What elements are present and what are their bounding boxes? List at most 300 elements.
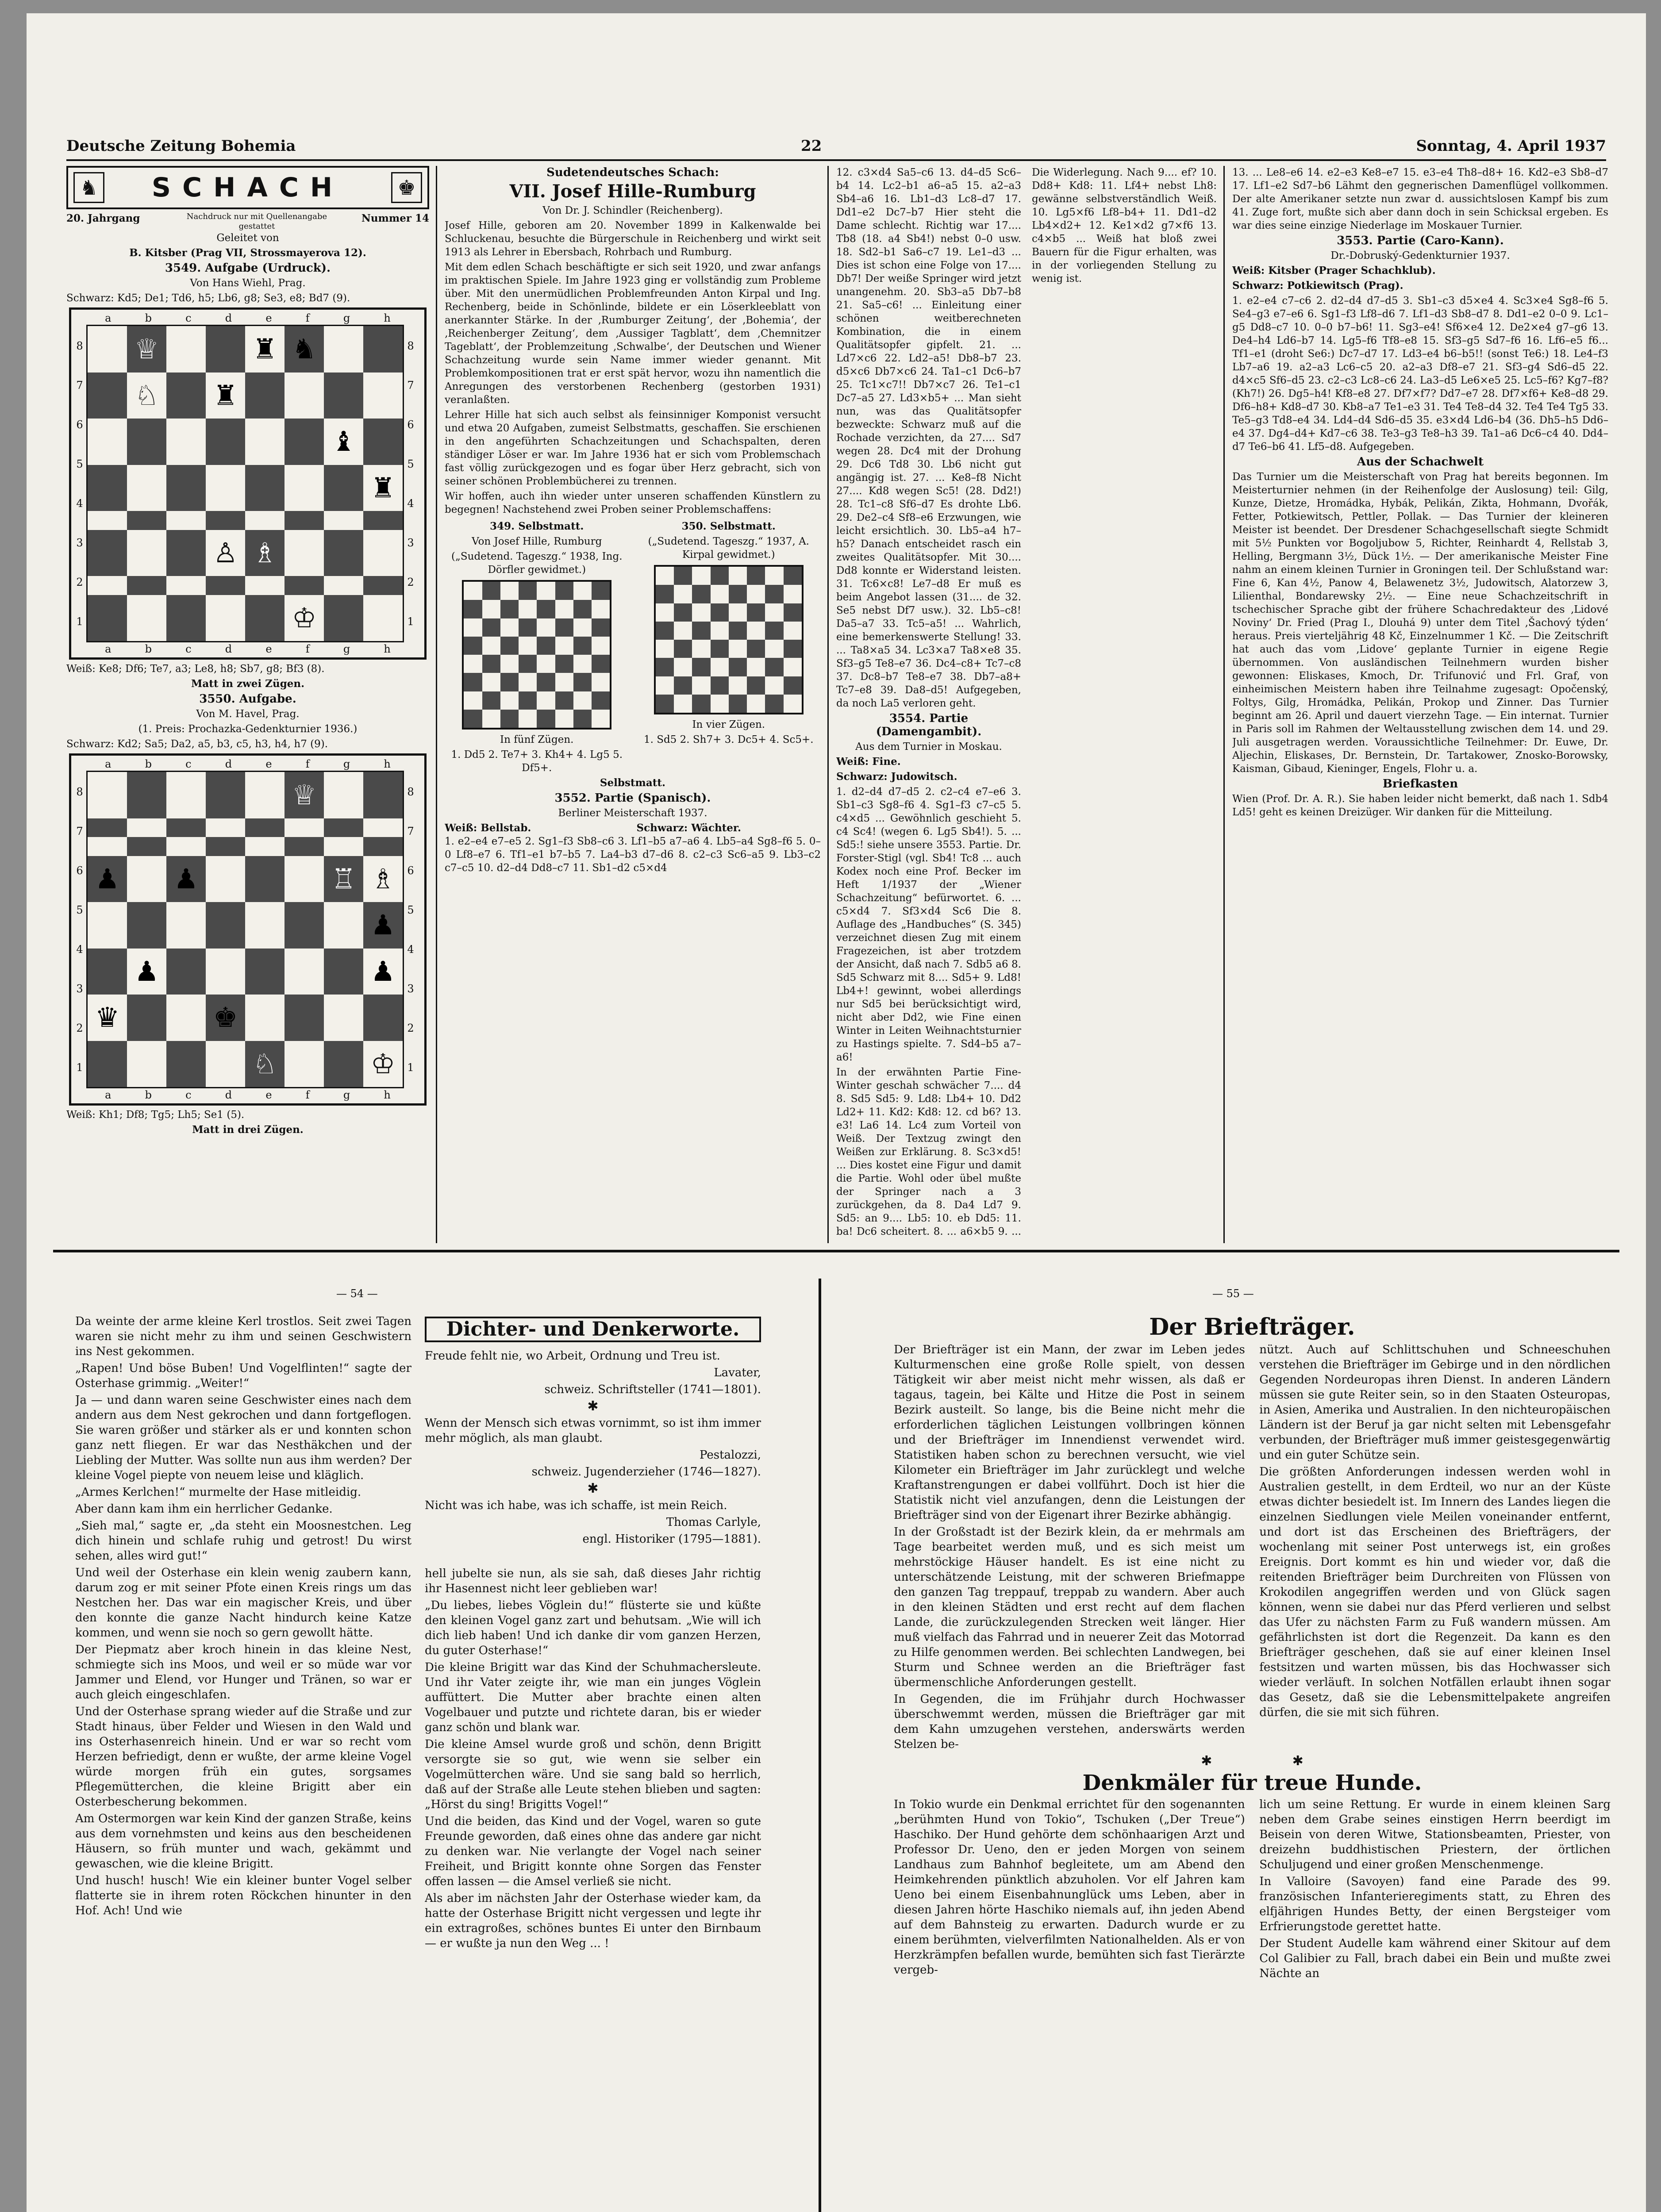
board-square: [206, 818, 245, 837]
board-square: [285, 772, 324, 818]
board-square: [519, 618, 537, 637]
quote-text: Freude fehlt nie, wo Arbeit, Ordnung und Treu ist.: [425, 1349, 720, 1363]
file-label: a: [105, 1089, 112, 1101]
board-square: [482, 618, 500, 637]
board-square: [166, 1041, 206, 1087]
nummer: Nummer 14: [361, 212, 429, 224]
file-label: h: [384, 1089, 391, 1101]
board-square: [88, 949, 127, 995]
schach-meta: [66, 212, 429, 231]
news-title: Aus der Schachwelt: [1357, 455, 1484, 469]
board-square: [711, 585, 729, 603]
board-square: [166, 530, 206, 576]
board-square: [363, 818, 403, 837]
board-square: [285, 902, 324, 949]
board-square: [765, 695, 783, 713]
white-player: Weiß: Bellstab.: [445, 822, 531, 834]
board-square: [206, 772, 245, 818]
board-square: [784, 567, 802, 585]
board-square: [765, 603, 783, 622]
brief-columns: [894, 1342, 1611, 1754]
board-square: [285, 949, 324, 995]
file-label: g: [343, 643, 350, 655]
problem2-prize: (1. Preis: Prochazka-Gedenkturnier 1936.): [138, 723, 358, 735]
problem1-black: Schwarz: Kd5; De1; Td6, h5; Lb6, g8; Se3, e8; Bd7 (9).: [66, 292, 350, 304]
p349-author: Von Josef Hille, Rumburg: [472, 536, 602, 547]
board-square: [285, 576, 324, 595]
game-event: Berliner Meisterschaft 1937.: [558, 807, 707, 819]
board-square: [206, 902, 245, 949]
board-square: [711, 695, 729, 713]
story-paragraph: Die kleine Brigitt war das Kind der Schuhmachersleute. Und ihr Vater zeigte ihr, wie man ein junges Vöglein auffüttert. Die Mutter aber brachte einen alten Vogelbauer und putzte und richtete daran, bis er wieder ganz schön und blank war.: [425, 1661, 761, 1734]
board-square: [482, 673, 500, 691]
file-label: f: [305, 1089, 310, 1101]
board-square: [88, 995, 127, 1041]
board-square: [166, 995, 206, 1041]
board-square: [784, 603, 802, 622]
board-square: [464, 710, 482, 728]
board-square: [245, 465, 285, 511]
problem2-goal: Matt in drei Zügen.: [192, 1124, 304, 1136]
board-square: [500, 655, 519, 673]
board-square: [537, 582, 555, 600]
board-square: [711, 676, 729, 695]
board-square: [573, 710, 592, 728]
board-square: [729, 567, 747, 585]
story-column-2: [425, 1314, 761, 2212]
chess-piece-icon: ♞: [292, 333, 317, 365]
file-label: d: [225, 643, 232, 655]
file-label: a: [105, 312, 112, 324]
sudeten-title: VII. Josef Hille-Rumburg: [509, 181, 756, 202]
rank-label: 4: [407, 497, 414, 510]
board-square: [555, 582, 573, 600]
board-square: [88, 530, 127, 576]
board-square: [324, 576, 363, 595]
board-square: [464, 637, 482, 655]
rank-label: 6: [407, 864, 414, 877]
masthead-left: Deutsche Zeitung Bohemia: [66, 137, 296, 155]
board-square: [729, 695, 747, 713]
board-square: [555, 618, 573, 637]
chess-piece-icon: ♜: [213, 379, 238, 411]
rank-label: 5: [407, 903, 414, 916]
quote-info: schweiz. Schriftsteller (1741—1801).: [544, 1383, 761, 1396]
board-square: [464, 600, 482, 618]
chess-piece-icon: ♗: [252, 536, 277, 569]
board-square: [285, 419, 324, 465]
board-square: [464, 655, 482, 673]
board-square: [747, 676, 765, 695]
p349-solution: 1. Dd5 2. Te7+ 3. Kh4+ 4. Lg5 5. Df5+.: [451, 749, 623, 774]
game-column: [836, 166, 1217, 1243]
problem1-author: Von Hans Wiehl, Prag.: [190, 277, 306, 289]
p350-solution: 1. Sd5 2. Sh7+ 3. Dc5+ 4. Sc5+.: [643, 734, 814, 745]
rank-label: 4: [76, 497, 83, 510]
game2-event: Aus dem Turnier in Moskau.: [855, 741, 1002, 753]
chess-piece-icon: ♚: [213, 1001, 238, 1034]
denk-paragraph: In Valloire (Savoyen) fand eine Parade des 99. französischen Infanterieregiments statt, zu Ehren des elfjährigen Hundes Betty, der einen Bergsteiger vom Erfrierungstode gerettet hatte.: [1259, 1875, 1611, 1933]
board-square: [711, 658, 729, 676]
game3-title: 3553. Partie (Caro-Kann).: [1337, 234, 1504, 247]
board-square: [573, 582, 592, 600]
board-square: [127, 530, 166, 576]
file-label: b: [145, 643, 152, 655]
board-square: [324, 949, 363, 995]
board-square: [482, 600, 500, 618]
rank-label: 7: [407, 379, 414, 392]
file-label: b: [145, 758, 152, 770]
game3-white: Weiß: Kitsber (Prager Schachklub).: [1232, 265, 1436, 276]
board-square: [206, 530, 245, 576]
board-square: [88, 373, 127, 419]
p349-source: („Sudetend. Tageszg.“ 1938, Ing. Dörfler gewidmet.): [451, 551, 623, 576]
rank-labels-left: [73, 772, 86, 1087]
file-label: e: [265, 758, 272, 770]
problem1-goal: Matt in zwei Zügen.: [191, 678, 305, 690]
file-label: a: [105, 758, 112, 770]
rank-label: 4: [407, 943, 414, 956]
rank-labels-left: [73, 326, 86, 641]
board-square: [784, 658, 802, 676]
board-square: [166, 465, 206, 511]
mini-board-350: [654, 565, 804, 714]
rank-label: 6: [76, 418, 83, 431]
board-square: [324, 995, 363, 1041]
file-label: d: [225, 312, 232, 324]
rank-label: 7: [76, 825, 83, 837]
board-square: [285, 995, 324, 1041]
game3-black: Schwarz: Potkiewitsch (Prag).: [1232, 280, 1403, 292]
p349-title: 349. Selbstmatt.: [490, 520, 584, 532]
board-square: [656, 676, 674, 695]
board-square: [285, 856, 324, 902]
rank-label: 3: [76, 536, 83, 549]
board-square: [464, 673, 482, 691]
board-square: [206, 1041, 245, 1087]
board-square: [285, 465, 324, 511]
board-square: [363, 995, 403, 1041]
denk-paragraph: lich um seine Rettung. Er wurde in einem kleinen Sarg neben dem Grabe seines einstigen Herrn beerdigt im Beisein von deren Witwe, Stationsbeamten, Priester, von dreizehn buddhistischen Priestern, der örtlichen Schuljugend und einer großen Menschenmenge.: [1259, 1798, 1611, 1871]
board-square: [88, 465, 127, 511]
board-square: [166, 326, 206, 373]
board-square: [88, 595, 127, 641]
game-moves-cont: 12. c3×d4 Sa5–c6 13. d4–d5 Sc6–b4 14. Lc2–b1 a6–a5 15. a2–a3 Sb4–a6 16. Lb1–d3 Lc8–d7 17. Dd1–e2 Dc7–b7 Hier steht die Dame schlecht. Richtig war 17.... Tb8 (18. a4 Sb4!) nebst 0–0 usw. 18. Sd2–b1 Sa6–c7 19. Le1–d3 ... Dies ist schon eine Folge von 17.... Db7! Der weiße Springer wird jetzt unangenehm. 20. Sb3–a5 Db7–b8 21. Sa5–c6! ... Einleitung einer schönen weitberechneten Kombination, die in einem Qualitätsopfer gipfelt. 21. ... Ld7×c6 22. Ld2–a5! Db8–b7 23. d5×c6 Db7×c6 24. Ta1–c1 Dc6–b7 25. Tc1×c7!! Db7×c7 26. Te1–c1 Dc7–a5 27. Ld3×b5+ ... Man sieht nun, was das Qualitätsopfer bezweckte: Schwarz muß auf die Rochade verzichten, da 27.... Sd7 wegen 28. Dc4 mit der Drohung 29. Dc6 Td8 30. Lb6 nicht gut angängig ist. 27. ... Ke8–f8 Nicht 27.... Kd8 wegen Sc5! (28. Dd2!) 28. Tc1–c8 Sf6–d7 Es drohte Lb6. 29. De2–c4 Sf8–e6 Erzwungen, wie leicht ersichtlich. 30. Lb5–a4 h7–h5? Danach entscheidet rasch ein zweites Qualitätsopfer. Mit 30.... Dd8 konnte er Widerstand leisten. 31. Tc6×c8! Le7–d8 Er muß es beim Angebot lassen (31.... de 32. Se5 nebst Df7 usw.). 32. Lb5–c8! Da5–a7 33. Tc5–a5! ... Wahrlich, eine bemerkenswerte Stellung! 33. ... Ta8×a5 34. Lc3×a7 Ta8×e8 35. Sf3–g5 Te8–e7 36. Dc4–c8+ Tc7–c8 37. Dc8–b7 Te8–e7 38. Db7–a8+ Tc7–e8 39. Da8–d5! Aufgegeben, da noch La5 verloren geht.: [836, 167, 1021, 709]
rank-label: 8: [407, 785, 414, 798]
board-square: [729, 658, 747, 676]
board-square: [573, 673, 592, 691]
board-square: [285, 511, 324, 530]
board-square: [500, 710, 519, 728]
page-divider: [819, 1279, 821, 2212]
chess-piece-icon: ♖: [331, 862, 356, 895]
board-square: [482, 637, 500, 655]
rank-label: 8: [76, 339, 83, 352]
board-square: [324, 595, 363, 641]
board-square: [285, 326, 324, 373]
board-square: [482, 710, 500, 728]
board-square: [784, 676, 802, 695]
brief-title: Der Briefträger.: [1149, 1314, 1355, 1340]
board-square: [692, 603, 710, 622]
board-square: [245, 818, 285, 837]
board-square: [245, 949, 285, 995]
file-label: e: [265, 643, 272, 655]
chess-piece-icon: ♟: [134, 955, 159, 987]
board-square: [245, 326, 285, 373]
story-paragraph: hell jubelte sie nun, als sie sah, daß dieses Jahr richtig ihr Hasennest nicht leer geblieben war!: [425, 1567, 761, 1595]
board-square: [784, 622, 802, 640]
board-square: [206, 576, 245, 595]
brief-paragraph: In der Großstadt ist der Bezirk klein, da er mehrmals am Tage bearbeitet werden muß, und es sich meist um mehrstöckige Häuser handelt. Es ist eine nicht zu unterschätzende Leistung, mit der schweren Briefmappe den ganzen Tag treppauf, treppab zu wandern. Aber auch in den kleinen Städten und erst recht auf dem flachen Lande, die zurückzulegenden Strecken weit länger. Hier muß vielfach das Fahrrad und in neuerer Zeit das Motorrad zu Hilfe genommen werden. Bei schlechten Landwegen, bei Sturm und Schnee werden an die Briefträger fast übermenschliche Anforderungen gestellt.: [894, 1525, 1245, 1689]
chess-piece-icon: ♟: [370, 955, 396, 987]
file-label: f: [305, 312, 310, 324]
rank-labels-right: [404, 772, 417, 1087]
game3-event: Dr.-Dobruský-Gedenkturnier 1937.: [1330, 250, 1510, 261]
story-paragraph: Und der Osterhase sprang wieder auf die Straße und zur Stadt hinaus, über Felder und Wiesen in den Wald und ins Osterhasenreich hinein. Und er war so recht vom Herzen befriedigt, denn er wußte, der arme kleine Vogel würde morgen früh ein gutes, sorgsames Pflegemütterchen, die kleine Brigitt aber ein Osterbescherung bekommen.: [75, 1705, 411, 1809]
brief-paragraph: In Gegenden, die im Frühjahr durch Hochwasser überschwemmt werden, müssen die Briefträger gar mit dem Kahn umzugehen verstehen, anderswärts werden Stelzen be-: [894, 1693, 1245, 1751]
board-square: [537, 637, 555, 655]
game2-black: Schwarz: Judowitsch.: [836, 771, 957, 783]
editor: B. Kitsber (Prag VII, Strossmayerova 12).: [129, 247, 366, 259]
mini-board-349: [462, 580, 611, 730]
rank-label: 8: [76, 785, 83, 798]
game-players: [445, 822, 821, 835]
chess-piece-icon: ♟: [95, 862, 120, 895]
rank-label: 5: [407, 457, 414, 470]
board-square: [537, 655, 555, 673]
board-square: [206, 465, 245, 511]
board-square: [206, 837, 245, 856]
game2-white: Weiß: Fine.: [836, 756, 901, 768]
board-square: [692, 640, 710, 658]
board-square: [656, 695, 674, 713]
board-square: [656, 585, 674, 603]
chess-diagram-2: [69, 753, 427, 1106]
board-square: [500, 691, 519, 710]
board-square: [324, 511, 363, 530]
board-square: [363, 576, 403, 595]
file-label: c: [185, 312, 192, 324]
board-square: [747, 640, 765, 658]
problem2-black: Schwarz: Kd2; Sa5; Da2, a5, b3, c5, h3, h4, h7 (9).: [66, 738, 328, 750]
board-square: [363, 326, 403, 373]
board-square: [656, 622, 674, 640]
schach-banner: [66, 166, 429, 209]
board-square: [88, 511, 127, 530]
rank-label: 2: [76, 1022, 83, 1034]
rank-label: 7: [407, 825, 414, 837]
board-square: [537, 673, 555, 691]
board-square: [519, 637, 537, 655]
board-square: [166, 419, 206, 465]
file-label: g: [343, 1089, 350, 1101]
story-paragraph: Und die beiden, das Kind und der Vogel, waren so gute Freunde geworden, daß eines ohne das andere gar nicht zu denken war. Nie verlangte der Vogel nach seiner Freiheit, und Brigitt konnte ohne Sorgen das Fenster offen lassen — die Amsel verließ sie nicht.: [425, 1815, 761, 1888]
board-square: [692, 585, 710, 603]
board-square: [555, 710, 573, 728]
story-paragraph: Und husch! husch! Wie ein kleiner bunter Vogel selber flatterte sie in ihrem roten Röckchen hinunter in den Hof. Ach! Und wie: [75, 1874, 411, 1917]
board-square: [555, 655, 573, 673]
board-square: [464, 618, 482, 637]
sudeten-column: [445, 166, 821, 1243]
story-paragraph: Die kleine Amsel wurde groß und schön, denn Brigitt versorgte sie so gut, wie wenn sie selber ein Vogelmütterchen wäre. Und sie sang bald so herrlich, daß auf der Straße alle Leute stehen blieben und sagten: „Hörst du sing! Brigitts Vogel!“: [425, 1738, 761, 1811]
chess-piece-icon: ♜: [370, 471, 396, 504]
chess-board-1: [86, 325, 404, 642]
page-left-number: — 54 —: [336, 1287, 378, 1300]
file-label: e: [265, 312, 272, 324]
board-square: [166, 818, 206, 837]
board-square: [573, 691, 592, 710]
mail-text: Wien (Prof. Dr. A. R.). Sie haben leider nicht bemerkt, daß nach 1. Sdb4 Ld5! geht es keinen Dreizüger. Wir danken für die Mitteilung.: [1232, 793, 1608, 818]
board-square: [555, 691, 573, 710]
board-square: [245, 837, 285, 856]
rank-label: 1: [76, 1061, 83, 1074]
file-label: d: [225, 1089, 232, 1101]
board-square: [363, 595, 403, 641]
news-text: Das Turnier um die Meisterschaft von Prag hat bereits begonnen. Im Meisterturnier nehmen (in der Reihenfolge der Auslosung) teil: Gilg, Kunze, Dietze, Hromádka, Hybák, Pelikán, Zikta, Hohmann, Dvořák, Fetter, Potkiewitsch, Pettler, Pollak. — Das Turnier der kleineren Meister ist beendet. Der Dresdener Schachgesellschaft siegte Schmidt mit 5½ Punkten vor Bogoljubow 5, Richter, Reinhardt 4, Rellstab 3, Helling, Bergmann 3½, Dück 1½. — Der amerikanische Meister Fine nahm an einem kleinen Turnier in Groningen teil. Der Schlußstand war: Fine 6, Kan 4½, Panow 4, Belawenetz 3½, Judowitsch, Alatorzew 3, Lilienthal, Bondarewsky 2½. — Eine neue Schachzeitschrift in tschechischer Sprache gibt der frühere Schachredakteur des ‚Lidové Noviny‘ Dr. Fried (Prag I., Dlouhá 9) unter dem Titel ‚Šachový týden‘ heraus. Preis vierteljährig 48 Kč, Einzelnummer 1 Kč. — Die Zeitschrift hat auch das vom ‚Lidove‘ geplante Turnier in eigene Regie übernommen. Von ausländischen Teilnehmern wurden bisher gewonnen: Eliskases, Kmoch, Dr. Trifunović und Frl. Graf, von einheimischen Meistern haben ihre Teilnahme zugesagt: Opočenský, Foltys, Gilg, Hromádka, Pelikán, Prokop und Zinner. Das Turnier beginnt am 26. April und dauert vierzehn Tage. — Ein internat. Turnier in Paris soll im Rahmen der Weltausstellung zwischen dem 14. und 29. Juli ausgetragen werden. Voraussichtliche Teilnehmer: Dr. Euwe, Dr. Aljechin, Eliskases, Dr. Bernstein, Dr. Tartakower, Znosko-Borowsky, Kaisman, Gibaud, Kieninger, Engels, Flohr u. a.: [1232, 471, 1608, 775]
chess-piece-icon: ♟: [173, 862, 199, 895]
chess-piece-icon: ♙: [213, 536, 238, 569]
board-square: [285, 530, 324, 576]
game2-end: 13. ... Le8–e6 14. e2–e3 Ke8–e7 15. e3–e4 Th8–d8+ 16. Kd2–e3 Sb8–d7 17. Lf1–e2 Sd7–b6 Lähmt den gegnerischen Damenflügel vollkommen. Der alte Amerikaner setzte nun zwar d. aussichtslosen Kampf bis zum 41. Zuge fort, mußte sich aber dann doch in sein Schicksal ergeben. Es war dies seine einzige Niederlage im Moskauer Turnier.: [1232, 167, 1608, 231]
board-square: [245, 856, 285, 902]
board-square: [573, 637, 592, 655]
masthead-date: Sonntag, 4. April 1937: [1416, 137, 1606, 155]
board-square: [324, 326, 363, 373]
board-square: [206, 856, 245, 902]
board-square: [127, 326, 166, 373]
problem1-white: Weiß: Ke8; Df6; Te7, a3; Le8, h8; Sb7, g8; Bf3 (8).: [66, 663, 325, 675]
p350-title: 350. Selbstmatt.: [681, 520, 776, 532]
board-square: [519, 655, 537, 673]
board-square: [127, 772, 166, 818]
board-square: [88, 902, 127, 949]
board-square: [592, 600, 610, 618]
board-square: [692, 658, 710, 676]
board-square: [729, 622, 747, 640]
board-square: [784, 640, 802, 658]
board-square: [166, 856, 206, 902]
board-square: [166, 837, 206, 856]
board-square: [674, 676, 692, 695]
header-rule: [66, 159, 1606, 161]
board-square: [88, 576, 127, 595]
board-square: [88, 856, 127, 902]
board-square: [555, 673, 573, 691]
black-player: Schwarz: Wächter.: [636, 822, 741, 834]
board-square: [500, 637, 519, 655]
file-label: h: [384, 758, 391, 770]
separator-icon: ✱: [587, 1481, 599, 1496]
board-square: [363, 772, 403, 818]
board-square: [245, 511, 285, 530]
board-square: [245, 419, 285, 465]
sudeten-para: Lehrer Hille hat sich auch selbst als feinsinniger Komponist versucht und etwa 20 Aufgaben, zumeist Selbstmatts, geschaffen. Sie erschienen in den angeführten Schachzeitungen und Schachspalten, deren ständiger Löser er war. Im Jahre 1936 hat er sich vom Problemschach fast völlig zurückgezogen und es fogar über Herz gebracht, sich von seiner schönen Problembücherei zu trennen.: [445, 409, 821, 487]
page-right-number: — 55 —: [1212, 1287, 1254, 1300]
board-square: [729, 585, 747, 603]
denk-paragraph: Der Student Audelle kam während einer Skitour auf dem Col Galibier zu Fall, brach dabei ein Bein und mußte zwei Nächte an: [1259, 1937, 1611, 1980]
board-square: [363, 419, 403, 465]
board-square: [324, 772, 363, 818]
board-square: [537, 600, 555, 618]
board-square: [500, 582, 519, 600]
rank-label: 1: [407, 1061, 414, 1074]
board-square: [206, 511, 245, 530]
board-square: [765, 640, 783, 658]
file-label: c: [185, 758, 192, 770]
quote-text: Wenn der Mensch sich etwas vornimmt, so ist ihm immer mehr möglich, als man glaubt.: [425, 1417, 761, 1445]
king-icon: ♚: [391, 172, 422, 203]
board-square: [166, 373, 206, 419]
rank-label: 6: [76, 864, 83, 877]
board-square: [674, 585, 692, 603]
board-square: [711, 622, 729, 640]
board-square: [711, 603, 729, 622]
board-square: [692, 676, 710, 695]
chess-piece-icon: ♔: [292, 601, 317, 634]
board-square: [592, 637, 610, 655]
board-square: [127, 1041, 166, 1087]
chess-board-2: [86, 771, 404, 1088]
board-square: [555, 600, 573, 618]
board-square: [784, 695, 802, 713]
board-square: [206, 949, 245, 995]
board-square: [692, 622, 710, 640]
board-square: [166, 595, 206, 641]
quote-author: Pestalozzi,: [700, 1448, 761, 1462]
chess-piece-icon: ♕: [292, 779, 317, 811]
file-label: f: [305, 643, 310, 655]
p349-moves: In fünf Zügen.: [500, 734, 574, 745]
sudeten-para: Josef Hille, geboren am 20. November 1899 in Kalkenwalde bei Schluckenau, besuchte die Bürgerschule in Reichenberg und wirkt seit 1913 als Lehrer in Ebersbach, Rohrbach und Rumburg.: [445, 220, 821, 258]
story-paragraph: „Sieh mal,“ sagte er, „da steht ein Moosnestchen. Leg dich hinein und schlafe ruhig und getrost! Du wirst sehen, alles wird gut!“: [75, 1519, 411, 1563]
board-square: [127, 373, 166, 419]
file-label: c: [185, 643, 192, 655]
quote-info: schweiz. Jugenderzieher (1746—1827).: [531, 1465, 761, 1479]
separator-icon: ✱ ✱: [1201, 1753, 1303, 1769]
board-square: [747, 658, 765, 676]
chess-piece-icon: ♘: [134, 379, 159, 411]
newspaper-page: [27, 13, 1646, 2212]
board-square: [592, 582, 610, 600]
board-square: [747, 603, 765, 622]
story-paragraph: „Rapen! Und böse Buben! Und Vogelflinten!“ sagte der Osterhase grimmig. „Weiter!“: [75, 1362, 411, 1390]
board-square: [363, 530, 403, 576]
game2-continuation: In der erwähnten Partie Fine-Winter geschah schwächer 7.... d4 8. Sd5 Sd5: 9. Ld8: Lb4+ 10. Dd2 Ld2+ 11. Kd2: Kd8: 12. cd b6? 13. e3! La6 14. Lc4 zum Vorteil von Weiß. Der Textzug zwingt den Weißen zur Erklärung. 8. Sc3×d5! ... Dies kostet eine Figur und damit die Partie. Wohl oder übel mußte der Springer nach a 3 zurückgehen, da 8. Da4 Ld7 9. Sd5: an 9.... Lb5: 10. eb Dd5: 11. ba! Dc6 scheitert. 8. ... a6×b5 9. ... Die Widerlegung. Nach 9.... ef? 10. Dd8+ Kd8: 11. Lf4+ nebst Lh8: gewänne selbstverständlich Weiß. 10. Lg5×f6 Lf8–b4+ 11. Dd1–d2 Lb4×d2+ 12. Ke1×d2 g7×f6 13. c4×b5 ... Weiß hat bloß zwei Bauern für die Figur erhalten, was in der vorliegenden Stellung zu wenig ist.: [836, 167, 1217, 1237]
game2-title: 3554. Partie (Damengambit).: [876, 712, 982, 738]
board-square: [285, 373, 324, 419]
chess-piece-icon: ♛: [95, 1001, 120, 1034]
col-rule-1: [436, 166, 437, 1243]
file-label: h: [384, 643, 391, 655]
sudeten-para: Wir hoffen, auch ihn wieder unter unseren schaffenden Künstlern zu begegnen! Nachstehend zwei Proben seiner Problemschaffens:: [445, 491, 821, 515]
game3-moves: 1. e2–e4 c7–c6 2. d2–d4 d7–d5 3. Sb1–c3 d5×e4 4. Sc3×e4 Sg8–f6 5. Se4–g3 e7–e6 6. Sg1–f3 Lf8–d6 7. Lf1–d3 Sb8–d7 8. Dd1–e2 0–0 9. Lc1–g5 Dd8–c7 10. 0–0 b7–b6! 11. Sg3–e4! Sf6×e4 12. De2×e4 g7–g6 13. De4–h4 Ld6–b7 14. Lg5–f6 Tf8–e8 15. Sf3–g5 Sd7–f6 16. Lf6–e5 f6... Tf1–e1 (droht Se6:) Dc7–d7 17. Ld3–e4 b6–b5!! (sonst Te6:) 18. Le4–f3 Lb7–a6 19. a2–a3 Lc6–c5 20. a2–a3 Df8–e7 21. Sf3–g4 Sd6–d5 22. d4×c5 Sf6–d5 23. c2–c3 Lc8–c6 24. La3–d5 Le6×e5 25. Lc5–f6? Kg7–f8? (Kh7!) 26. Dg5–h4! Kf8–e8 27. Df7×f7? Dd7–e7 28. Df7×f6+ Ke8–d8 29. Df6–h8+ Kd8–d7 30. Kb8–a7 Te1–e3 31. Te4 Te8–d4 32. Te4 Te4 Tg5 33. Te5–g3 Td8–e4 34. Ld4–d4 Sd6–d5 35. e3×d4 Ld6–b4 (36. Dh5–h5 Dd6–e4 37. Dg4–d4+ Kd7–c6 38. Te3–g3 Te8–h3 39. Ta1–a6 Dc6–c4 40. Dd4–d7 Te6–b6 41. Lf5–d8. Aufgegeben.: [1232, 295, 1608, 453]
file-labels-bottom: [73, 1088, 423, 1102]
rank-label: 4: [76, 943, 83, 956]
board-square: [656, 567, 674, 585]
quote-author: Lavater,: [714, 1366, 761, 1379]
nachdruck-note: Nachdruck nur mit Quellenangabe gestattet: [186, 212, 327, 231]
board-square: [519, 673, 537, 691]
selbstmatt-pair: [445, 520, 821, 776]
game2-moves: 1. d2–d4 d7–d5 2. c2–c4 e7–e6 3. Sb1–c3 Sg8–f6 4. Sg1–f3 c7–c5 5. c4×d5 ... Gewöhnlich geschieht 5. c4 Sc4! (wegen 6. Lg5 Sb4!). 5. ... Sd5:! siehe unsere 3553. Partie. Dr. Forster-Stigl (vgl. Sb4! Tc8 ... auch Kodex noch eine Prof. Becker im Heft 1/1937 der „Wiener Schachzeitung“ befürwortet. 6. ... c5×d4 7. Sf3×d4 Sc6 Die 8. Auflage des „Handbuches“ (S. 345) verzeichnet diesen Zug mit einem Fragezeichen, ist aber trotzdem der Ansicht, daß nach 7. Sdb5 a6 8. Sd5 Schwarz mit 8.... Sd5+ 9. Ld8! Lb4+! gewinnt, wobei allerdings nur Sd5 bei berücksichtigt wird, nicht aber Dd2, wie Fine einen Winter in Leiten Weihnachtsturnier zu Hastings spielte. 7. Sd4–b5 a7–a6!: [836, 786, 1021, 1063]
col-rule-2: [827, 166, 829, 1243]
board-square: [573, 600, 592, 618]
board-square: [500, 600, 519, 618]
p350-source: („Sudetend. Tageszg.“ 1937, A. Kirpal gewidmet.): [648, 536, 809, 561]
board-square: [711, 567, 729, 585]
geleitet: Geleitet von: [216, 232, 279, 244]
